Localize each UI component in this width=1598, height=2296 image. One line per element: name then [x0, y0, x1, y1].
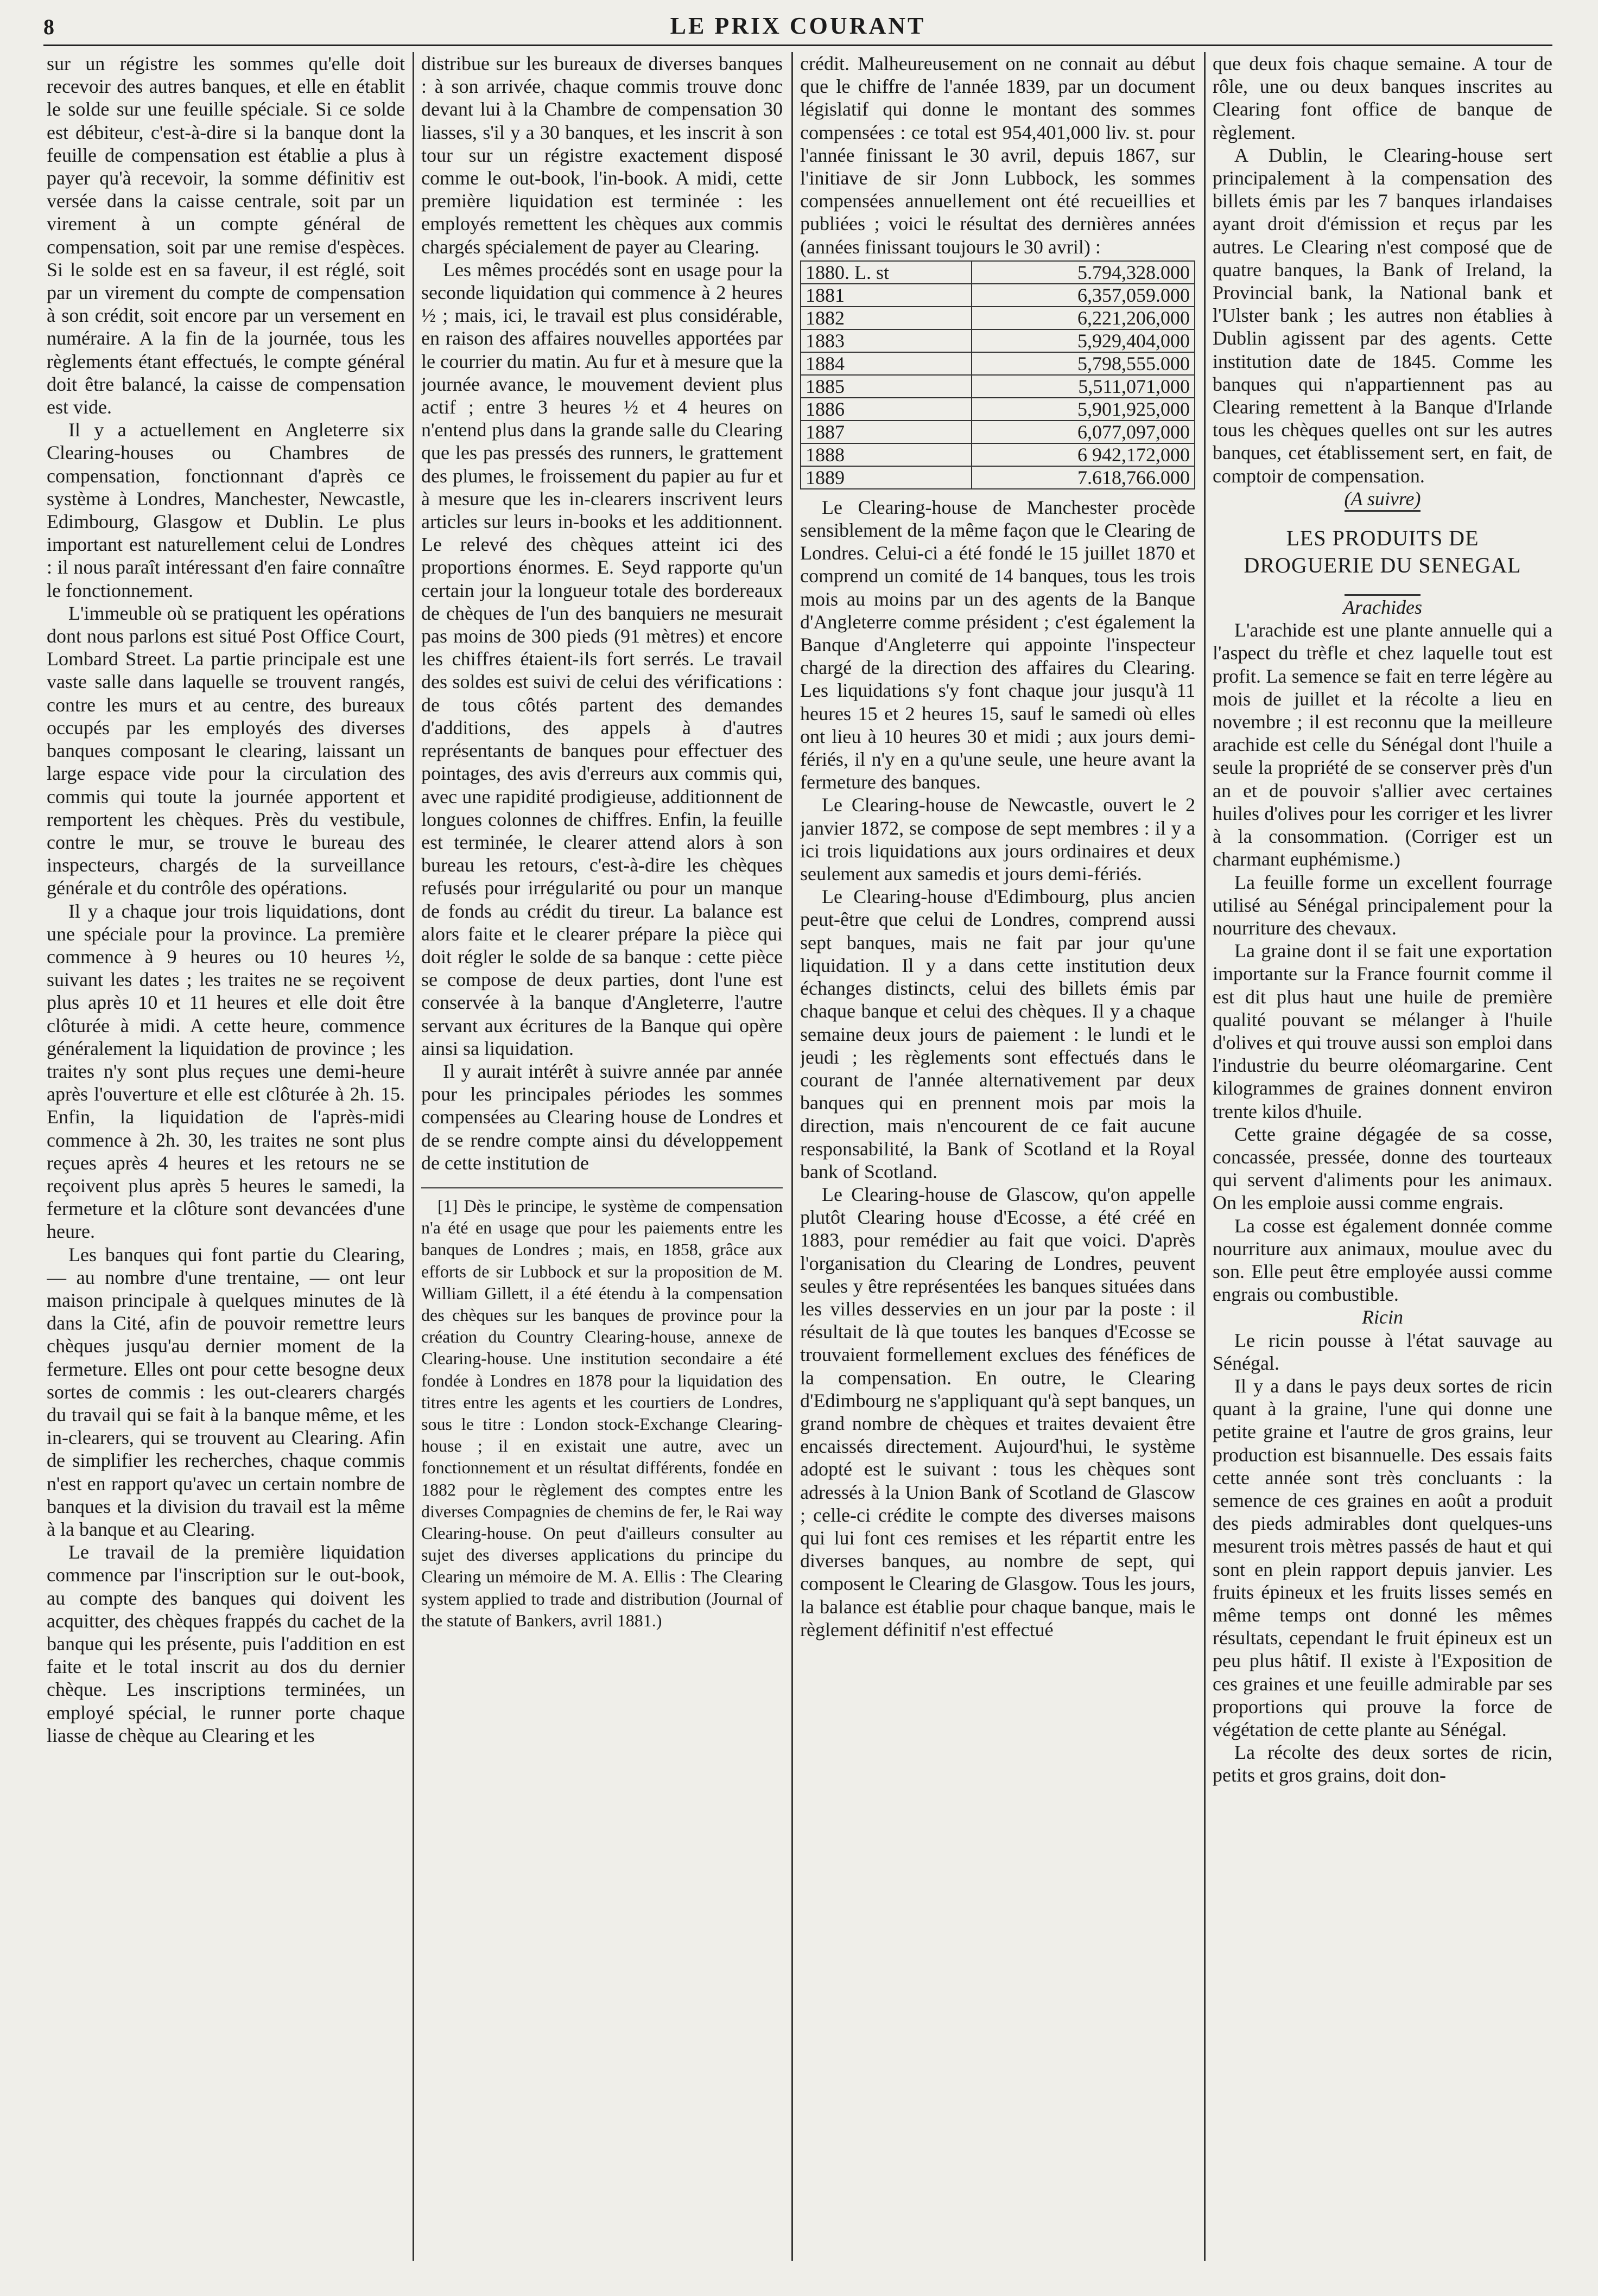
- table-row: [801, 352, 1195, 375]
- paragraph: Cette graine dégagée de sa cosse, concassée, pressée, donne des tourteaux qui servent d'aliments pour les animaux. On les emploie aussi comme engrais.: [1213, 1123, 1552, 1214]
- table-cell-amount: 5.794,328.000: [972, 261, 1195, 284]
- paragraph: L'arachide est une plante annuelle qui a l'aspect du trèfle et chez laquelle tout est profit. La semence se fait en terre légère au mois de juillet et la récolte a lieu en novembre ; il est reconnu que la meilleure arachide est celle du Sénégal dont l'huile a seule la propriété de se conserver près d'un an et de pouvoir s'allier avec certaines huiles d'olives pour les corriger et les livrer à la consommation. (Corriger est un charmant euphémisme.): [1213, 619, 1552, 870]
- article-columns: [47, 52, 1552, 2261]
- paragraph: Le Clearing-house de Manchester procède sensiblement de la même façon que le Clearing de Londres. Celui-ci a été fondé le 15 juillet 1870 et comprend un comité de 14 banques, tous les trois mois au moins par un des agents de la Banque d'Angleterre comme président ; c'est également la Banque d'Angleterre qui appointe l'inspecteur chargé de la direction des affaires du Clearing. Les liquidations s'y font chaque jour jusqu'à 11 heures 15 et 2 heures 15, sauf le samedi où elles ont lieu à 10 heures 30 et midi ; aux jours demi-fériés, il n'y en a qu'une seule, une heure avant la fermeture des banques.: [800, 496, 1195, 793]
- paragraph: Les mêmes procédés sont en usage pour la seconde liquidation qui commence à 2 heures ½ ; mais, ici, le travail est plus considérable, en raison des affaires nouvelles apportées par le courrier du matin. Au fur et à mesure que la journée avance, le mouvement devient plus actif ; entre 3 heures ½ et 4 heures on n'entend plus dans la grande salle du Clearing que les pas pressés des runners, le grattement des plumes, le froissement du papier au fur et à mesure que les in-clearers inscrivent leurs articles sur leurs in-books et les additionnent. Le relevé des chèques atteint ici des proportions énormes. E. Seyd rapporte qu'un certain jour la longueur totale des bordereaux de chèques de l'un des banquiers ne mesurait pas moins de 300 pieds (91 mètres) et encore les chiffres étaient-ils fort serrés. Le travail des soldes est suivi de celui des vérifications : de tous côtés partent des demandes d'additions, des appels à d'autres représentants de banques pour effectuer des pointages, des avis d'erreurs aux commis qui, avec une rapidité prodigieuse, additionnent de longues colonnes de chiffres. Enfin, la feuille est terminée, le clearer attend alors à son bureau les retours, c'est-à-dire les chèques refusés pour irrégularité ou pour un manque de fonds au crédit du tireur. La balance est alors faite et le clearer prépare la pièce qui doit régler le solde de sa banque : cette pièce se compose de deux parties, dont l'une est conservée à la banque d'Angleterre, l'autre servant aux écritures de la Banque qui opère ainsi sa liquidation.: [421, 258, 783, 1059]
- column-4: [1213, 52, 1552, 2261]
- paragraph: La cosse est également donnée comme nourriture aux animaux, moulue avec du son. Elle peut être employée aussi comme engrais ou combustible.: [1213, 1214, 1552, 1306]
- footnote: [421, 1187, 783, 1631]
- section-title-line: LES PRODUITS DE: [1286, 526, 1479, 551]
- paragraph: sur un régistre les sommes qu'elle doit recevoir des autres banques, et elle en établit le solde sur une feuille spéciale. Si ce solde est débiteur, c'est-à-dire si la banque dont la feuille de compensation est établie a plus à payer qu'à recevoir, la somme définitiv est versée dans la caisse centrale, soit par un virement à un compte général de compensation, soit par une remise d'espèces. Si le solde est en sa faveur, il est réglé, soit par un virement du compte de compensation à son crédit, soit encore par un versement en numéraire. A la fin de la journée, tous les règlements étant effectués, le compte général doit être balancé, la caisse de compensation est vide.: [47, 53, 405, 418]
- paragraph: Les banques qui font partie du Clearing, — au nombre d'une trentaine, — ont leur maison principale à quelques minutes de là dans la Cité, afin de pouvoir remettre leurs chèques jusqu'au dernier moment de la fermeture. Elles ont pour cette besogne deux sortes de commis : les out-clearers chargés du travail qui se fait à la banque même, et les in-clearers, qui se trouvent au Clearing. Afin de simplifier les recherches, chaque commis n'est en rapport qu'avec un certain nombre de banques et la division du travail est la même à la banque et au Clearing.: [47, 1243, 405, 1540]
- table-cell-year: 1887: [801, 421, 972, 443]
- paragraph: La récolte des deux sortes de ricin, petits et gros grains, doit don-: [1213, 1741, 1552, 1786]
- table-cell-year: 1889: [801, 466, 972, 489]
- table-cell-amount: 5,511,071,000: [972, 375, 1195, 398]
- paragraph: A Dublin, le Clearing-house sert principalement à la compensation des billets émis par les 7 banques irlandaises ayant droit d'émission et reçus par les autres. Le Clearing n'est composé que de quatre banques, la Bank of Ireland, la Provincial bank, la National bank et l'Ulster bank ; les autres non établies à Dublin agissent par des agents. Cette institution date de 1845. Comme les banques qui n'appartiennent pas au Clearing remettent à la Banque d'Irlande tous les chèques quelles ont sur les autres banques, cet établissement sert, en fait, de comptoir de compensation.: [1213, 144, 1552, 487]
- table-cell-year: 1884: [801, 352, 972, 375]
- paragraph: Il y aurait intérêt à suivre année par année pour les principales périodes les sommes compensées au Clearing house de Londres et de se rendre compte ainsi du développement de cette institution de: [421, 1060, 783, 1174]
- paragraph: crédit. Malheureusement on ne connait au début que le chiffre de l'année 1839, par un document législatif qui donne le montant des sommes compensées : ce total est 954,401,000 liv. st. pour l'année finissant le 30 avril, depuis 1867, sur l'initiave de sir Jonn Lubbock, les sommes compensées annuellement ont été recueillies et publiées ; voici le résultat des dernières années (années finissant toujours le 30 avril) :: [800, 53, 1195, 258]
- table-cell-amount: 5,798,555.000: [972, 352, 1195, 375]
- table-row: [801, 307, 1195, 329]
- column-rule: [413, 52, 414, 2261]
- section-title-line: DROGUERIE DU SENEGAL: [1244, 553, 1521, 578]
- table-cell-amount: 7.618,766.000: [972, 466, 1195, 489]
- table-cell-year: 1882: [801, 307, 972, 329]
- paragraph: Le travail de la première liquidation commence par l'inscription sur le out-book, au compte des banques qui doivent les acquitter, des chèques frappés du cachet de la banque qui les présente, puis l'addition en est faite et le total inscrit au dos du dernier chèque. Les inscriptions terminées, un employé spécial, le runner porte chaque liasse de chèque au Clearing et les: [47, 1541, 405, 1746]
- table-row: [801, 261, 1195, 284]
- column-2: [421, 52, 783, 2261]
- paragraph: Il y a dans le pays deux sortes de ricin quant à la graine, l'une qui donne une petite graine et l'autre de gros grains, leur production est bisannuelle. Des essais faits cette année sont très concluants : la semence de ces graines en août a produit des pieds admirables dont quelques-uns mesurent trois mètres passés de haut et qui sont en plein rapport depuis janvier. Les fruits épineux et les fruits lisses semés en même temps ont donné les mêmes résultats, cependant le fruit épineux est un peu plus hâtif. Il existe à l'Exposition de ces graines et une feuille admirable par ses proportions qui prouve la force de végétation de cette plante au Sénégal.: [1213, 1375, 1552, 1741]
- table-cell-year: 1888: [801, 443, 972, 466]
- table-cell-amount: 6,221,206,000: [972, 307, 1195, 329]
- table-cell-amount: 5,929,404,000: [972, 329, 1195, 352]
- paragraph: Il y a actuellement en Angleterre six Clearing-houses ou Chambres de compensation, fonctionnant d'après ce système à Londres, Manchester, Newcastle, Edimbourg, Glasgow et Dublin. Le plus important est naturellement celui de Londres : il nous paraît intéressant d'en faire connaître le fonctionnement.: [47, 419, 405, 601]
- table-row: [801, 443, 1195, 466]
- table-row: [801, 398, 1195, 421]
- footnote-text: [1] Dès le principe, le système de compensation n'a été en usage que pour les paiements entre les banques de Londres ; mais, en 1858, grâce aux efforts de sir Lubbock et sur la proposition de M. William Gillett, il a été étendu à la compensation des chèques sur les banques de province pour la création du Country Clearing-house, annexe de Clearing-house. Une institution secondaire a été fondée à Londres en 1878 pour la liquidation des titres entre les agents et les courtiers de Londres, sous le titre : London stock-Exchange Clearing-house ; il en existait une autre, avec un fonctionnement et un résultat différents, fondée en 1882 pour le règlement des comptes entre les diverses Compagnies de chemins de fer, le Rai way Clearing-house. On peut d'ailleurs consulter au sujet des diverses applications du principe du Clearing un mémoire de M. A. Ellis : The Clearing system applied to trade and distribution (Journal of the statute of Bankers, avril 1881.): [421, 1195, 783, 1630]
- page-number: 8: [43, 15, 54, 39]
- paragraph: Le Clearing-house de Newcastle, ouvert le 2 janvier 1872, se compose de sept membres : il y a ici trois liquidations aux jours ordinaires et deux seulement aux samedis et jours demi-fériés.: [800, 794, 1195, 885]
- column-1: [47, 52, 405, 2261]
- table-row: [801, 466, 1195, 489]
- table-cell-year: 1881: [801, 284, 972, 307]
- column-rule: [1204, 52, 1206, 2261]
- clearing-totals-table: [800, 260, 1195, 489]
- page-header: [43, 10, 1552, 46]
- subheading-arachides: Arachides: [1343, 596, 1422, 619]
- paragraph: La feuille forme un excellent fourrage utilisé au Sénégal principalement pour la nourriture des chevaux.: [1213, 871, 1552, 939]
- divider: [1345, 510, 1421, 512]
- paragraph: Le Clearing-house de Glascow, qu'on appelle plutôt Clearing house d'Ecosse, a été créé en 1883, pour remédier au fait que voici. D'après l'organisation du Clearing de Londres, peuvent seules y être représentées les banques situées dans les villes desservies en un jour par la poste : il résultait de là que toutes les banques d'Ecosse se trouvaient formellement exclues des fénéfices de la compensation. En outre, le Clearing d'Edimbourg ne s'appliquant qu'à sept banques, un grand nombre de chèques et traites devaient être encaissés directement. Aujourd'hui, le système adopté est le suivant : tous les chèques sont adressés à la Union Bank of Scotland de Glascow ; celle-ci crédite le compte des diverses maisons qui lui font ces remises et les répartit entre les diverses banques, au nombre de sept, qui composent le Clearing de Glasgow. Tous les jours, la balance est établie pour chaque banque, mais le règlement définitif n'est effectué: [800, 1183, 1195, 1640]
- section-title: [1213, 525, 1552, 579]
- paragraph: Le Clearing-house d'Edimbourg, plus ancien peut-être que celui de Londres, comprend aussi sept banques, mais ne fait par jour qu'une liquidation. Il y a dans cette institution deux échanges distincts, celui des billets émis par chaque banque et celui des chèques. Il y a chaque semaine deux jours de paiement : le lundi et le jeudi ; les règlements sont effectués dans le courant de l'année alternativement par deux banques qui en prennent mois par mois la direction, mais n'encourent de ce fait aucune responsabilité, la Bank of Scotland et la Royal bank of Scotland.: [800, 886, 1195, 1182]
- paragraph: L'immeuble où se pratiquent les opérations dont nous parlons est situé Post Office Court, Lombard Street. La partie principale est une vaste salle dans laquelle se trouvent rangés, contre les murs et au centre, des bureaux occupés par les employés des diverses banques composant le clearing, laissant un large espace vide pour la circulation des commis qui toute la journée apportent et remportent les chèques. Près du vestibule, contre le mur, se trouve le bureau des inspecteurs, chargés de la surveillance générale et du contrôle des opérations.: [47, 602, 405, 899]
- paragraph: Le ricin pousse à l'état sauvage au Sénégal.: [1213, 1329, 1552, 1374]
- journal-title: LE PRIX COURANT: [670, 12, 926, 39]
- paragraph: La graine dont il se fait une exportation importante sur la France fournit comme il est dit plus haut une huile de première qualité pouvant se mélanger à l'huile d'olives et qui trouve aussi son emploi dans l'industrie du beurre oléomargarine. Cent kilogrammes de graines donnent environ trente kilos d'huile.: [1213, 940, 1552, 1122]
- paragraph: distribue sur les bureaux de diverses banques : à son arrivée, chaque commis trouve donc devant lui à la Chambre de compensation 30 liasses, s'il y a 30 banques, et les inscrit à son tour sur un régistre exactement disposé comme le out-book, l'in-book. A midi, cette première liquidation est terminée : les employés remettent les chèques aux commis chargés spécialement de payer au Clearing.: [421, 53, 783, 258]
- table-cell-year: 1886: [801, 398, 972, 421]
- table-cell-amount: 6,357,059.000: [972, 284, 1195, 307]
- table-cell-year: 1880. L. st: [801, 261, 972, 284]
- column-rule: [791, 52, 793, 2261]
- table-row: [801, 375, 1195, 398]
- a-suivre-note: (A suivre): [1344, 487, 1421, 510]
- column-3: [800, 52, 1195, 2261]
- table-row: [801, 329, 1195, 352]
- table-cell-year: 1885: [801, 375, 972, 398]
- table-cell-year: 1883: [801, 329, 972, 352]
- table-cell-amount: 5,901,925,000: [972, 398, 1195, 421]
- subheading-ricin: Ricin: [1362, 1306, 1403, 1328]
- table-row: [801, 284, 1195, 307]
- paragraph: Il y a chaque jour trois liquidations, dont une spéciale pour la province. La première commence à 9 heures ou 10 heures ½, suivant les dates ; les traites ne se reçoivent plus après 10 et 11 heures et elle doit être clôturée à midi. A cette heure, commence généralement la liquidation de province ; les traites n'y sont plus reçues une demi-heure après l'ouverture et elle est clôturée à 2h. 15. Enfin, la liquidation de l'après-midi commence à 2h. 30, les traites ne sont plus reçues après 4 heures et les retours ne se reçoivent plus après 5 heures le samedi, la fermeture et la clôture sont devancées d'une heure.: [47, 900, 405, 1243]
- table-cell-amount: 6,077,097,000: [972, 421, 1195, 443]
- table-row: [801, 421, 1195, 443]
- table-cell-amount: 6 942,172,000: [972, 443, 1195, 466]
- paragraph: que deux fois chaque semaine. A tour de rôle, une ou deux banques inscrites au Clearing font office de banque de règlement.: [1213, 53, 1552, 143]
